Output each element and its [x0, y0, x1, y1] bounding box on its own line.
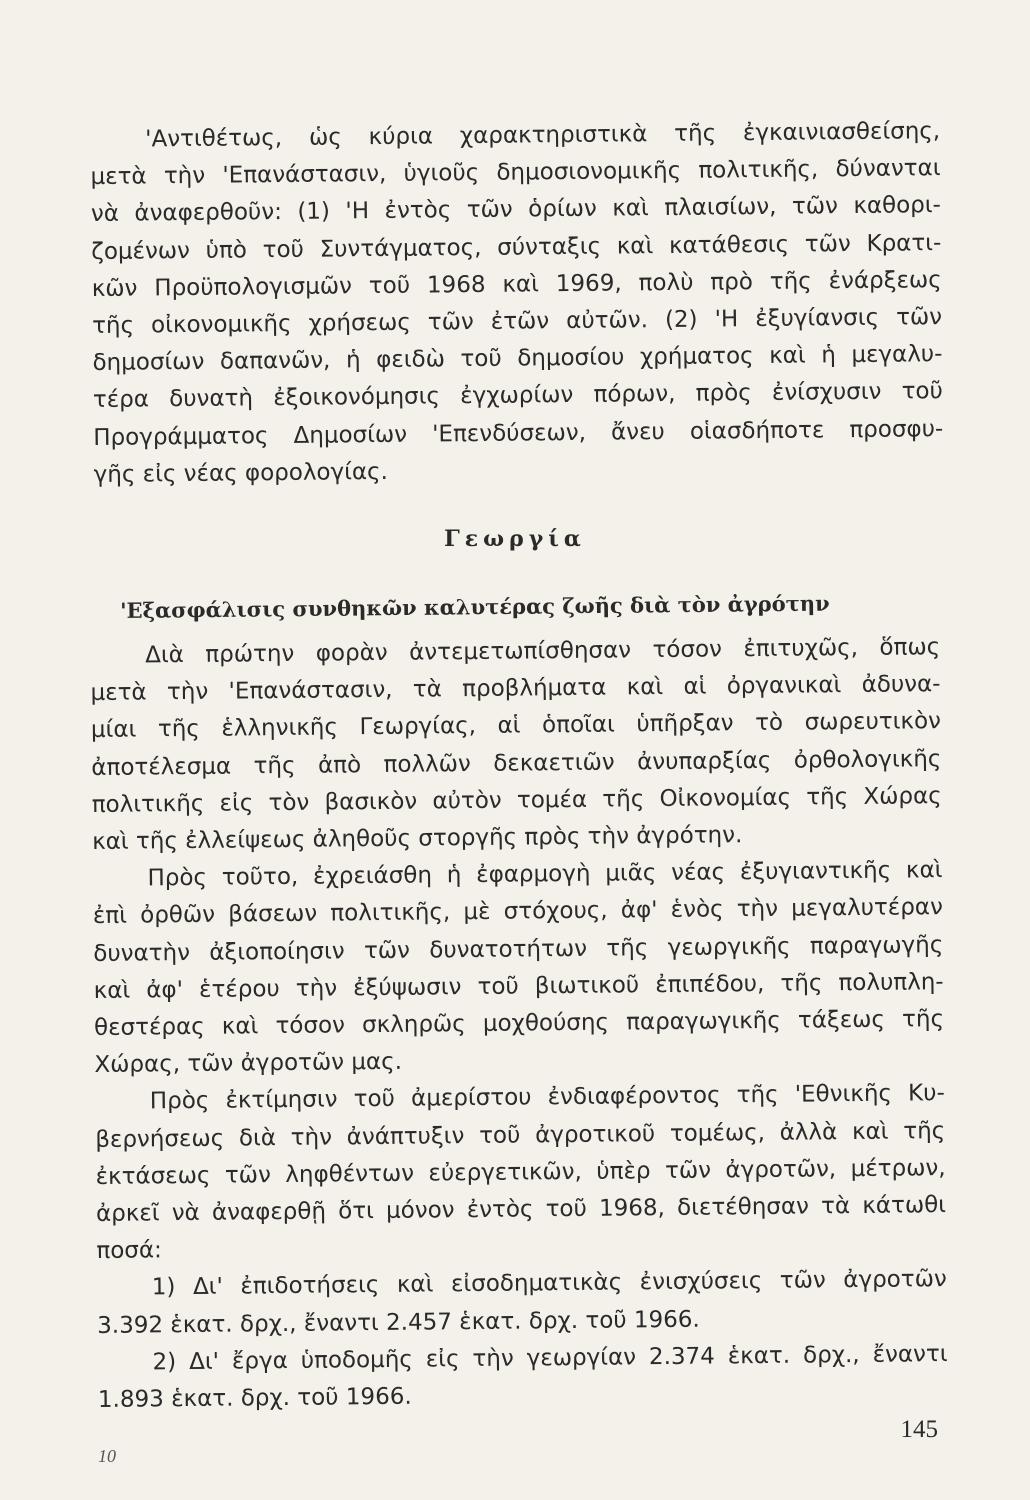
- text-line: βερνήσεως διὰ τὴν ἀνάπτυξιν τοῦ ἀγροτικοῦ τομέως, ἀλλὰ καὶ τῆς: [95, 1117, 946, 1153]
- text-line: μίαι τῆς ἑλληνικῆς Γεωργίας, αἱ ὁποῖαι ὑπῆρξαν τὸ σωρευτικὸν: [90, 708, 942, 744]
- text-line: Πρὸς ἐκτίμησιν τοῦ ἀμερίστου ἐνδιαφέροντος τῆς 'Εθνικῆς Κυ-: [149, 1080, 945, 1115]
- text-line: ἀρκεῖ νὰ ἀναφερθῇ ὅτι μόνον ἐντὸς τοῦ 1968, διετέθησαν τὰ κάτωθι: [95, 1192, 947, 1228]
- text-line: ἐκτάσεως τῶν ληφθέντων εὐεργετικῶν, ὑπὲρ τῶν ἀγροτῶν, μέτρων,: [95, 1154, 946, 1190]
- text-line: καὶ ἀφ' ἑτέρου τὴν ἐξύψωσιν τοῦ βιωτικοῦ ἐπιπέδου, τῆς πολυπλη-: [93, 968, 944, 1004]
- text-line: 3.392 ἑκατ. δρχ., ἔναντι 2.457 ἑκατ. δρχ. τοῦ 1966.: [97, 1306, 700, 1339]
- text-line: δυνατὴν ἀξιοποίησιν τῶν δυνατοτήτων τῆς γεωργικῆς παραγωγῆς: [93, 931, 944, 967]
- text-line: κῶν Προϋπολογισμῶν τοῦ 1968 καὶ 1969, πολὺ πρὸ τῆς ἐνάρξεως: [91, 266, 942, 302]
- text-line: μετὰ τὴν 'Επανάστασιν, ὑγιοῦς δημοσιονομικῆς πολιτικῆς, δύνανται: [90, 155, 941, 191]
- text-line: τῆς οἰκονομικῆς χρήσεως τῶν ἐτῶν αὐτῶν. (2) 'Η ἐξυγίανσις τῶν: [92, 304, 943, 340]
- subheading: 'Εξασφάλισις συνθηκῶν καλυτέρας ζωῆς διὰ τὸν ἀγρότην: [120, 590, 830, 623]
- text-line: Διὰ πρώτην φορὰν ἀντεμετωπίσθησαν τόσον ἐπιτυχῶς, ὅπως: [145, 634, 941, 669]
- text-line: γῆς εἰς νέας φορολογίας.: [93, 458, 389, 488]
- text-line: δημοσίων δαπανῶν, ἡ φειδὼ τοῦ δημοσίου χρήματος καὶ ἡ μεγαλυ-: [92, 341, 943, 377]
- text-line: Προγράμματος Δημοσίων 'Επενδύσεων, ἄνευ οἱασδήποτε προσφυ-: [93, 415, 944, 451]
- text-line: μετὰ τὴν 'Επανάστασιν, τὰ προβλήματα καὶ αἱ ὀργανικαὶ ἀδυνα-: [90, 671, 941, 707]
- text-line: ἐπὶ ὀρθῶν βάσεων πολιτικῆς, μὲ στόχους, ἀφ' ἑνὸς τὴν μεγαλυτέραν: [92, 894, 944, 930]
- text-line: πολιτικῆς εἰς τὸν βασικὸν αὐτὸν τομέα τῆς Οἰκονομίας τῆς Χώρας: [91, 782, 942, 818]
- text-line: τέρα δυνατὴ ἐξοικονόμησις ἐγχωρίων πόρων, πρὸς ἐνίσχυσιν τοῦ: [92, 378, 944, 414]
- text-line: 2) Δι' ἔργα ὑποδομῆς εἰς τὴν γεωργίαν 2.374 ἑκατ. δρχ., ἔναντι: [152, 1340, 948, 1376]
- text-line: 1.893 ἑκατ. δρχ. τοῦ 1966.: [97, 1383, 412, 1414]
- main-text: [90, 629, 948, 1419]
- text-line: νὰ ἀναφερθοῦν: (1) 'Η ἐντὸς τῶν ὁρίων καὶ πλαισίων, τῶν καθορι-: [90, 192, 942, 228]
- text-line: 'Αντιθέτως, ὡς κύρια χαρακτηριστικὰ τῆς ἐγκαινιασθείσης,: [145, 118, 941, 153]
- text-line: ἀποτέλεσμα τῆς ἀπὸ πολλῶν δεκαετιῶν ἀνυπαρξίας ὀρθολογικῆς: [91, 745, 942, 781]
- text-line: 1) Δι' ἐπιδοτήσεις καὶ εἰσοδηματικὰς ἐνισχύσεις τῶν ἀγροτῶν: [151, 1266, 947, 1301]
- intro-paragraph: [90, 113, 944, 494]
- text-line: ποσά:: [96, 1237, 162, 1265]
- text-line: θεστέρας καὶ τόσον σκληρῶς μοχθούσης παραγωγικῆς τάξεως τῆς: [93, 1006, 945, 1042]
- page-number: 145: [900, 1416, 938, 1443]
- signature-mark: 10: [98, 1446, 116, 1466]
- text-line: καὶ τῆς ἐλλείψεως ἀληθοῦς στοργῆς πρὸς τὴν ἀγρότην.: [92, 822, 743, 856]
- section-title: Γεωργία: [444, 526, 586, 552]
- text-line: Πρὸς τοῦτο, ἐχρειάσθη ἡ ἐφαρμογὴ μιᾶς νέας ἐξυγιαντικῆς καὶ: [147, 857, 943, 892]
- text-line: ζομένων ὑπὸ τοῦ Συντάγματος, σύνταξις καὶ κατάθεσις τῶν Κρατι-: [91, 229, 942, 265]
- text-line: Χώρας, τῶν ἀγροτῶν μας.: [94, 1048, 403, 1079]
